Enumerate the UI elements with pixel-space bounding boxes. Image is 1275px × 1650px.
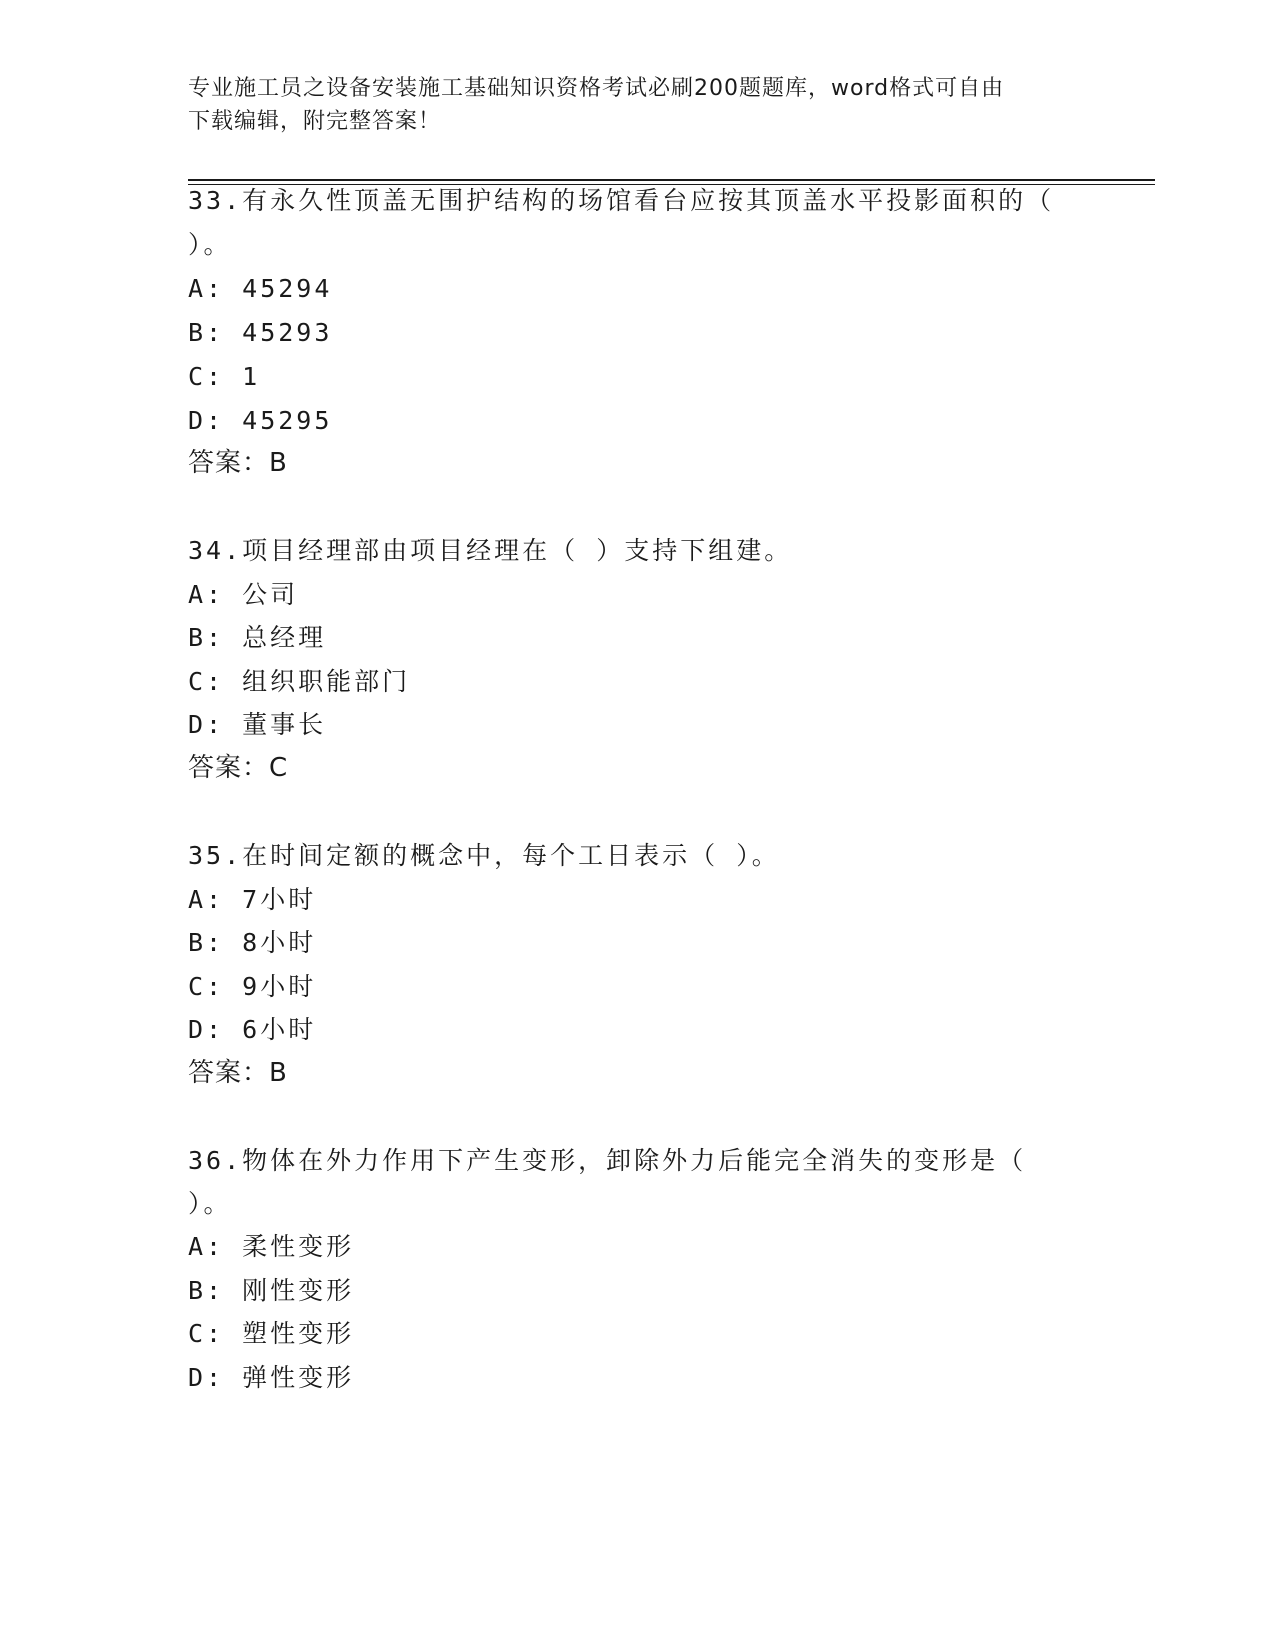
question-35-option-d: D: 6小时 (188, 1015, 317, 1044)
question-33-stem-line-2: ）。 (188, 230, 232, 259)
question-35-option-a: A: 7小时 (188, 885, 317, 914)
question-35-stem-line-1: 35.在时间定额的概念中，每个工日表示（ ）。 (188, 841, 780, 870)
question-33-option-b: B: 45293 (188, 318, 333, 347)
question-33-stem-line-1: 33.有永久性顶盖无围护结构的场馆看台应按其顶盖水平投影面积的（ (188, 186, 1055, 215)
question-36-option-c: C: 塑性变形 (188, 1319, 355, 1348)
question-34-stem-line-1: 34.项目经理部由项目经理在（ ）支持下组建。 (188, 536, 793, 565)
question-34-option-a: A: 公司 (188, 580, 299, 609)
header-divider-thin (188, 184, 1155, 185)
document-header (188, 72, 1088, 138)
question-34-answer: 答案：C (188, 753, 289, 783)
question-33-answer: 答案：B (188, 448, 288, 478)
question-33-option-a: A: 45294 (188, 274, 333, 303)
question-33-option-d: D: 45295 (188, 406, 333, 435)
question-35-option-c: C: 9小时 (188, 972, 317, 1001)
question-35-option-b: B: 8小时 (188, 928, 317, 957)
question-36-stem-line-2: ）。 (188, 1189, 232, 1218)
question-35-answer: 答案：B (188, 1058, 288, 1088)
question-34-option-c: C: 组织职能部门 (188, 667, 411, 696)
question-36-option-b: B: 刚性变形 (188, 1276, 355, 1305)
question-36-stem-line-1: 36.物体在外力作用下产生变形，卸除外力后能完全消失的变形是（ (188, 1146, 1027, 1175)
header-title-line-2: 下载编辑，附完整答案！ (188, 109, 442, 134)
question-34-option-d: D: 董事长 (188, 710, 327, 739)
question-34-option-b: B: 总经理 (188, 623, 327, 652)
header-title-line-1: 专业施工员之设备安装施工基础知识资格考试必刷200题题库，word格式可自由 (188, 76, 1005, 101)
question-36-option-a: A: 柔性变形 (188, 1232, 355, 1261)
question-33-option-c: C: 1 (188, 362, 261, 391)
header-divider-thick (188, 179, 1155, 181)
question-36-option-d: D: 弹性变形 (188, 1363, 355, 1392)
